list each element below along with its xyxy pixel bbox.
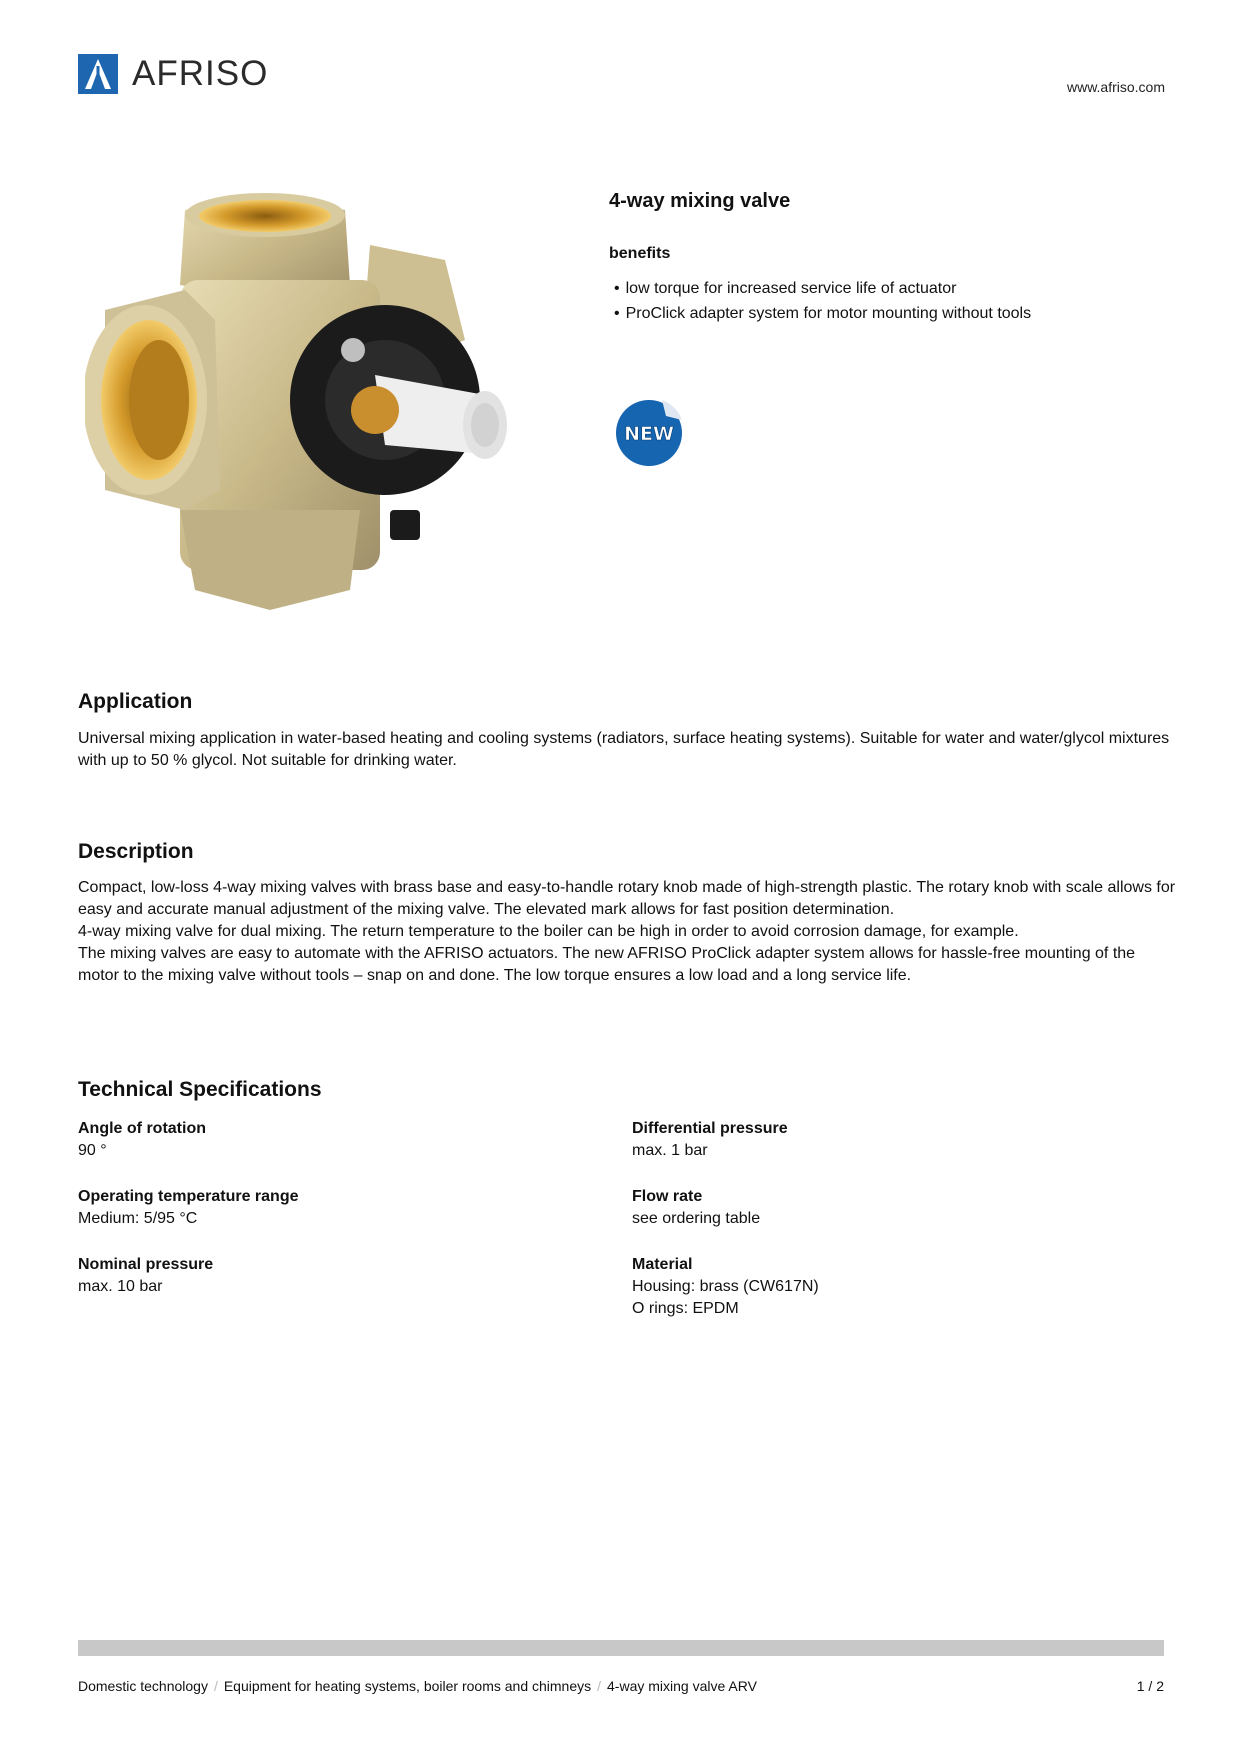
breadcrumb-item-current: 4-way mixing valve ARV (607, 1678, 757, 1694)
afriso-logo (78, 54, 268, 94)
spec-value: Housing: brass (CW617N) (632, 1278, 819, 1295)
spec-value: see ordering table (632, 1210, 761, 1227)
breadcrumb (78, 1678, 757, 1694)
tech-specs-heading: Technical Specifications (78, 1078, 322, 1101)
breadcrumb-separator: / (597, 1678, 602, 1694)
afriso-logo-icon (78, 54, 118, 94)
spec-label: Angle of rotation (78, 1120, 206, 1137)
list-item: • low torque for increased service life of actuator (614, 276, 1031, 301)
application-paragraph: Universal mixing application in water-based heating and cooling systems (radiators, surface heating systems). Suitable for water and water/glycol mixtures with up to 50 % glycol. Not suitable for drinking water. (78, 730, 1170, 769)
footer-divider (78, 1640, 1164, 1656)
spec-flow-rate (632, 1186, 1132, 1230)
product-title: 4-way mixing valve (609, 190, 791, 212)
brand-name: AFRISO (132, 54, 269, 93)
spec-value: max. 1 bar (632, 1142, 708, 1159)
description-text (78, 877, 1178, 987)
new-badge-label: NEW (624, 423, 674, 445)
spec-label: Operating temperature range (78, 1188, 299, 1205)
spec-value: O rings: EPDM (632, 1300, 739, 1317)
description-heading: Description (78, 840, 194, 863)
spec-label: Flow rate (632, 1188, 703, 1205)
spec-label: Nominal pressure (78, 1256, 214, 1273)
spec-label: Differential pressure (632, 1120, 788, 1137)
description-paragraph: The mixing valves are easy to automate with the AFRISO actuators. The new AFRISO ProClick adapter system allows for hassle-free mounting of the motor to the mixing valve without tools – snap on and done. The low torque ensures a low load and a long service life. (78, 945, 1136, 984)
page-number: 1 / 2 (1136, 1678, 1164, 1694)
description-paragraph: 4-way mixing valve for dual mixing. The return temperature to the boiler can be high in order to avoid corrosion damage, for example. (78, 923, 1019, 940)
spec-value: Medium: 5/95 °C (78, 1210, 198, 1227)
spec-label: Material (632, 1256, 693, 1273)
spec-differential-pressure (632, 1118, 1132, 1162)
list-item: • ProClick adapter system for motor mounting without tools (614, 301, 1031, 326)
application-heading: Application (78, 690, 193, 713)
breadcrumb-item-heating-equipment[interactable]: Equipment for heating systems, boiler rooms and chimneys (223, 1678, 592, 1694)
spec-value: 90 ° (78, 1142, 107, 1159)
breadcrumb-separator: / (213, 1678, 218, 1694)
website-link[interactable]: www.afriso.com (1066, 79, 1165, 95)
spec-material (632, 1254, 1132, 1320)
application-text (78, 728, 1178, 772)
description-paragraph: Compact, low-loss 4-way mixing valves with brass base and easy-to-handle rotary knob made of high-strength plastic. The rotary knob with scale allows for easy and accurate manual adjustment of the mixing valve. The elevated mark allows for fast position determination. (78, 879, 1176, 918)
spec-operating-temperature (78, 1186, 578, 1230)
benefits-heading: benefits (609, 245, 671, 262)
breadcrumb-item-domestic-technology[interactable]: Domestic technology (78, 1678, 208, 1694)
new-badge (614, 398, 684, 468)
benefits-list (614, 276, 1031, 326)
product-image (85, 190, 585, 630)
spec-nominal-pressure (78, 1254, 578, 1298)
spec-angle-of-rotation (78, 1118, 578, 1162)
spec-value: max. 10 bar (78, 1278, 163, 1295)
